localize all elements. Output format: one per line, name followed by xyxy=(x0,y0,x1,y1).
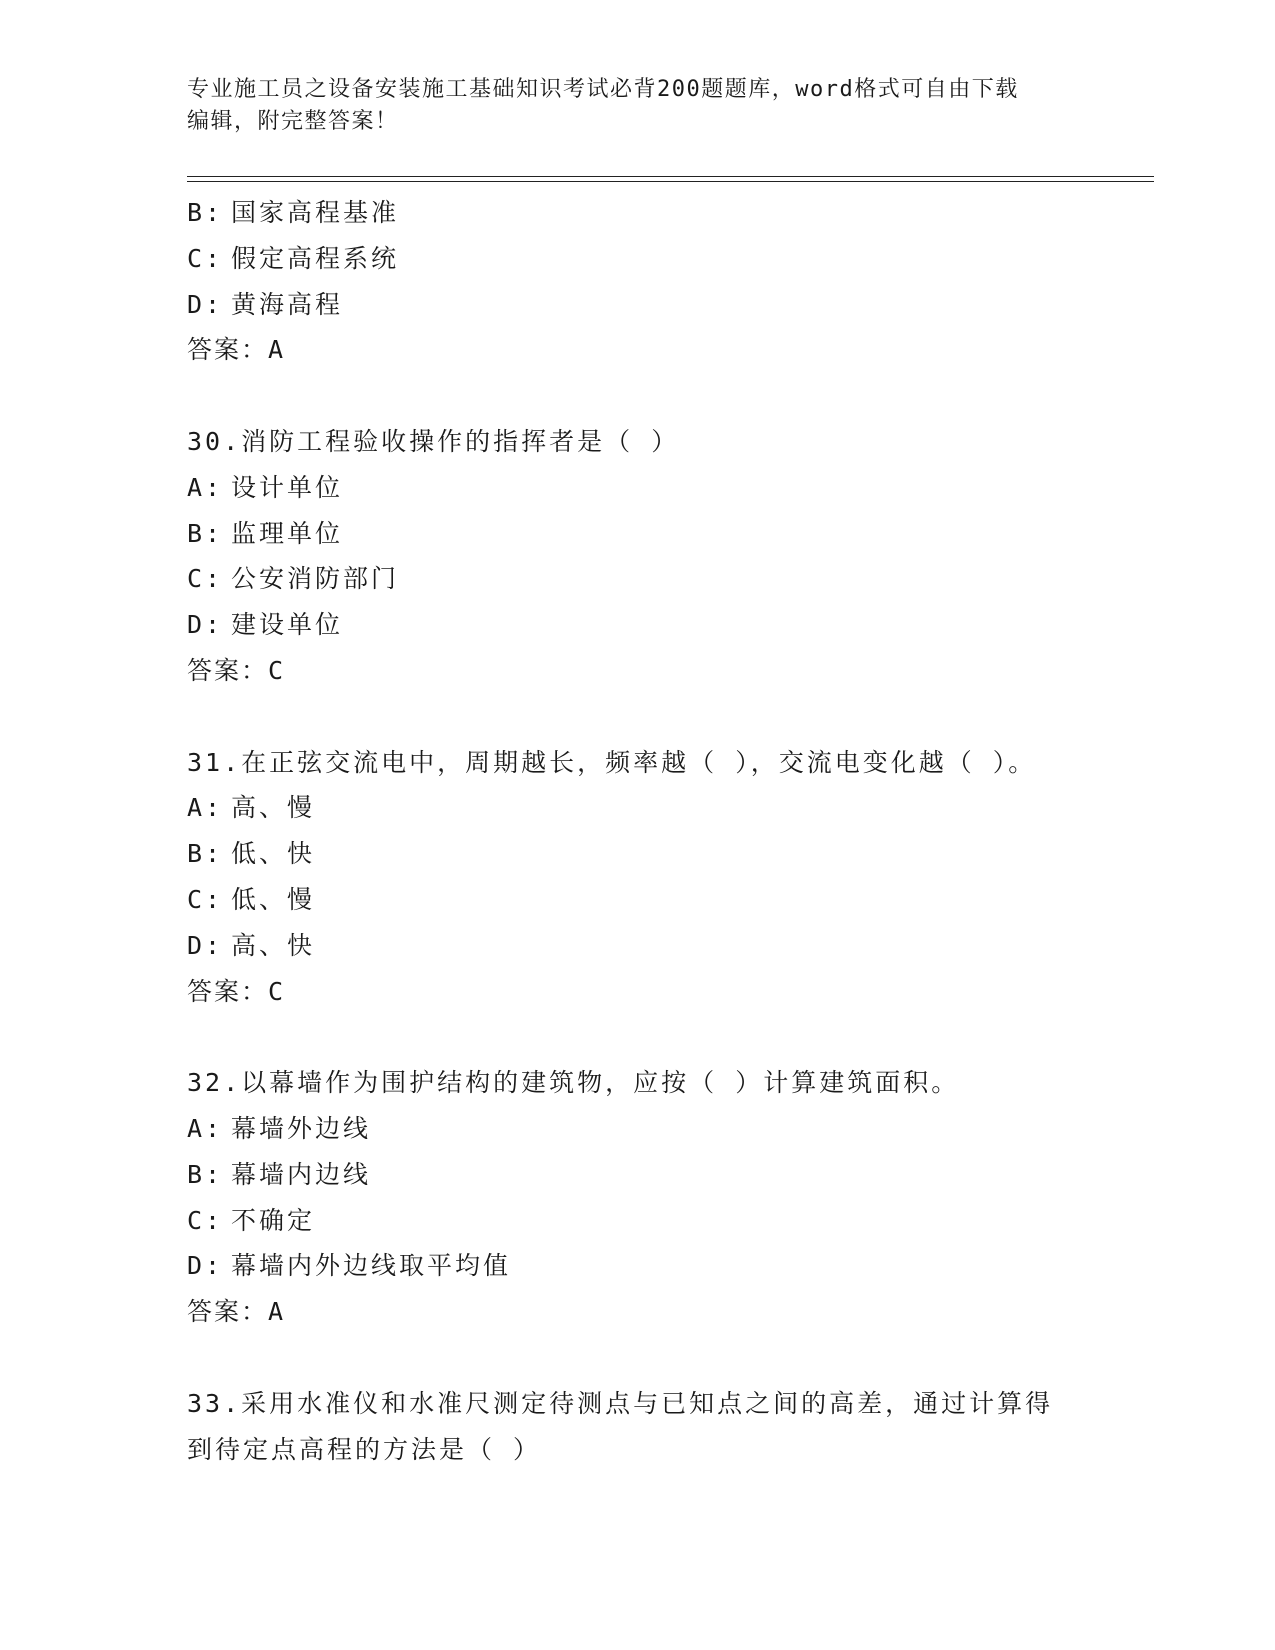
answer-line xyxy=(187,648,1087,694)
option-letter: C: xyxy=(187,564,224,594)
question-29-tail xyxy=(187,190,1087,373)
answer-line xyxy=(187,327,1087,373)
option-b xyxy=(187,190,1087,236)
option-text: 幕墙内外边线取平均值 xyxy=(231,1251,512,1281)
option-text: 国家高程基准 xyxy=(231,198,400,227)
question-list xyxy=(187,190,1087,1472)
option-b xyxy=(187,831,1087,877)
question-32 xyxy=(187,1060,1087,1335)
answer-label: 答案： xyxy=(187,976,269,1006)
option-c xyxy=(187,236,1087,282)
header-rule-top xyxy=(187,176,1154,177)
option-text: 设计单位 xyxy=(231,472,344,502)
question-stem-line-2: 到待定点高程的方法是（ ） xyxy=(187,1434,542,1464)
answer-line xyxy=(187,1289,1087,1335)
option-d xyxy=(187,282,1087,328)
option-text: 监理单位 xyxy=(231,518,344,548)
question-30 xyxy=(187,419,1087,694)
option-text: 幕墙内边线 xyxy=(231,1159,372,1189)
question-stem: 32.以幕墙作为围护结构的建筑物，应按（ ）计算建筑面积。 xyxy=(187,1068,960,1098)
option-d xyxy=(187,1243,1087,1289)
document-header xyxy=(187,74,1067,138)
option-c xyxy=(187,877,1087,923)
question-31 xyxy=(187,740,1087,1015)
option-letter: A: xyxy=(187,793,224,823)
option-d xyxy=(187,923,1087,969)
answer-value: A xyxy=(268,1297,287,1327)
option-text: 建设单位 xyxy=(231,610,344,640)
answer-value: C xyxy=(268,976,287,1006)
header-title-line-1: 专业施工员之设备安装施工基础知识考试必背200题题库，word格式可自由下载 xyxy=(187,77,1019,102)
option-a xyxy=(187,1106,1087,1152)
option-letter: B: xyxy=(187,839,224,869)
option-text: 假定高程系统 xyxy=(231,243,400,273)
option-letter: B: xyxy=(187,518,224,548)
answer-value: A xyxy=(268,335,287,365)
option-letter: C: xyxy=(187,884,224,914)
header-title-line-2: 编辑，附完整答案！ xyxy=(187,109,399,134)
option-letter: D: xyxy=(187,1251,224,1281)
option-c xyxy=(187,1198,1087,1244)
option-b xyxy=(187,1152,1087,1198)
option-a xyxy=(187,465,1087,511)
question-stem-line-1: 33.采用水准仪和水准尺测定待测点与已知点之间的高差，通过计算得 xyxy=(187,1388,1054,1418)
answer-label: 答案： xyxy=(187,1297,269,1327)
option-letter: D: xyxy=(187,289,224,319)
option-text: 黄海高程 xyxy=(231,289,344,319)
option-a xyxy=(187,785,1087,831)
question-stem: 30.消防工程验收操作的指挥者是（ ） xyxy=(187,426,680,456)
option-b xyxy=(187,511,1087,557)
option-text: 高、慢 xyxy=(231,793,316,823)
option-letter: B: xyxy=(187,198,224,227)
option-d xyxy=(187,602,1087,648)
spacer xyxy=(187,1014,1087,1060)
spacer xyxy=(187,694,1087,740)
question-33 xyxy=(187,1381,1087,1473)
spacer xyxy=(187,1335,1087,1381)
option-letter: A: xyxy=(187,1113,224,1143)
option-letter: A: xyxy=(187,472,224,502)
option-letter: C: xyxy=(187,243,224,273)
answer-label: 答案： xyxy=(187,335,269,365)
option-text: 幕墙外边线 xyxy=(231,1113,372,1143)
option-letter: D: xyxy=(187,930,224,960)
answer-label: 答案： xyxy=(187,655,269,685)
option-text: 高、快 xyxy=(231,930,316,960)
option-letter: D: xyxy=(187,610,224,640)
answer-value: C xyxy=(268,655,287,685)
option-text: 公安消防部门 xyxy=(231,564,400,594)
option-text: 低、快 xyxy=(231,839,316,869)
spacer xyxy=(187,373,1087,419)
option-text: 不确定 xyxy=(231,1205,316,1235)
answer-line xyxy=(187,969,1087,1015)
option-letter: C: xyxy=(187,1205,224,1235)
option-text: 低、慢 xyxy=(231,884,316,914)
option-c xyxy=(187,556,1087,602)
header-rule-bottom xyxy=(187,181,1154,182)
option-letter: B: xyxy=(187,1159,224,1189)
question-stem: 31.在正弦交流电中，周期越长，频率越（ ），交流电变化越（ ）。 xyxy=(187,747,1037,777)
